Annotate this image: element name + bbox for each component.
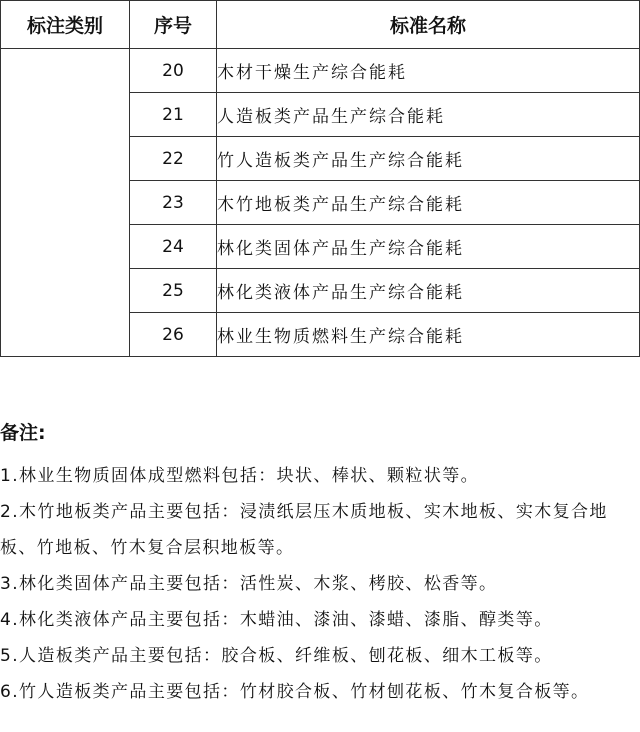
category-cell (1, 49, 130, 357)
row-standard-name: 林化类液体产品生产综合能耗 (217, 269, 640, 313)
note-item: 1.林业生物质固体成型燃料包括：块状、棒状、颗粒状等。 (0, 466, 480, 486)
note-item: 3.林化类固体产品主要包括：活性炭、木浆、栲胶、松香等。 (0, 574, 498, 594)
row-standard-name: 木竹地板类产品生产综合能耗 (217, 181, 640, 225)
header-standard-name: 标准名称 (217, 1, 640, 49)
row-number: 21 (130, 93, 217, 137)
table-header-row (1, 1, 640, 49)
note-item: 5.人造板类产品主要包括：胶合板、纤维板、刨花板、细木工板等。 (0, 646, 553, 666)
row-standard-name: 竹人造板类产品生产综合能耗 (217, 137, 640, 181)
table-row (1, 49, 640, 93)
row-number: 23 (130, 181, 217, 225)
header-number: 序号 (130, 1, 217, 49)
notes-title: 备注: (0, 422, 46, 444)
standards-table (0, 0, 640, 357)
note-item: 6.竹人造板类产品主要包括：竹材胶合板、竹材刨花板、竹木复合板等。 (0, 682, 590, 702)
row-standard-name: 木材干燥生产综合能耗 (217, 49, 640, 93)
note-item: 4.林化类液体产品主要包括：木蜡油、漆油、漆蜡、漆脂、醇类等。 (0, 610, 553, 630)
row-number: 26 (130, 313, 217, 357)
row-standard-name: 人造板类产品生产综合能耗 (217, 93, 640, 137)
row-number: 20 (130, 49, 217, 93)
row-number: 25 (130, 269, 217, 313)
note-item: 2.木竹地板类产品主要包括：浸渍纸层压木质地板、实木地板、实木复合地板、竹地板、竹木复合层积地板等。 (0, 502, 608, 558)
header-category: 标注类别 (1, 1, 130, 49)
row-number: 22 (130, 137, 217, 181)
row-standard-name: 林化类固体产品生产综合能耗 (217, 225, 640, 269)
notes-section (0, 418, 640, 710)
row-standard-name: 林业生物质燃料生产综合能耗 (217, 313, 640, 357)
row-number: 24 (130, 225, 217, 269)
